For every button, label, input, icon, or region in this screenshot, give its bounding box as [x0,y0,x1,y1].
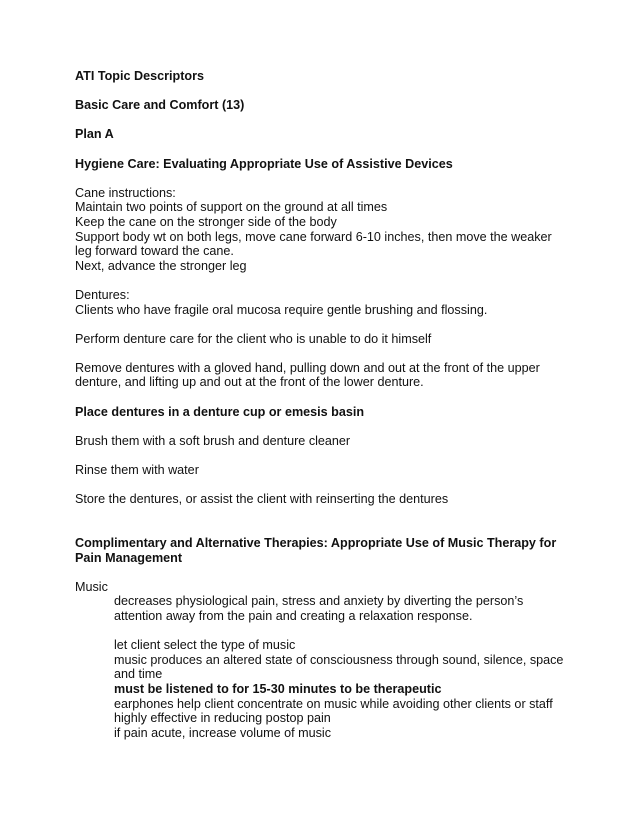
dentures-text: Perform denture care for the client who is unable to do it himself [75,331,432,346]
music-heading: Complimentary and Alternative Therapies: Appropriate Use of Music Therapy for Pain Management [75,536,557,565]
music-item: earphones help client concentrate on music while avoiding other clients or staff [114,696,553,711]
section-heading: Basic Care and Comfort (13) [75,98,245,113]
cane-line: Keep the cane on the stronger side of the body [75,214,337,229]
music-label: Music [75,579,108,594]
dentures-bold-text: Place dentures in a denture cup or emesis basin [75,404,365,419]
hygiene-heading: Hygiene Care: Evaluating Appropriate Use of Assistive Devices [75,156,453,171]
plan-heading: Plan A [75,127,114,142]
dentures-label: Dentures: [75,287,130,302]
dentures-text: Rinse them with water [75,463,199,478]
music-list [75,594,570,740]
music-item: music produces an altered state of consciousness through sound, silence, space and time [114,652,564,682]
music-item: decreases physiological pain, stress and anxiety by diverting the person’s attention away from the pain and creating a relaxation response. [114,594,524,623]
cane-line: Maintain two points of support on the ground at all times [75,200,388,215]
dentures-text: Brush them with a soft brush and denture cleaner [75,433,351,448]
dentures-text: Store the dentures, or assist the client with reinserting the dentures [75,492,449,507]
dentures-text: Remove dentures with a gloved hand, pulling down and out at the front of the upper denture, and lifting up and out at the front of the lower denture. [75,360,540,390]
music-item: if pain acute, increase volume of music [114,725,331,740]
music-bold-item: must be listened to for 15-30 minutes to be therapeutic [114,681,442,696]
music-item: let client select the type of music [114,638,296,653]
cane-line: Next, advance the stronger leg [75,258,247,273]
document-title: ATI Topic Descriptors [75,69,204,83]
dentures-text: Clients who have fragile oral mucosa require gentle brushing and flossing. [75,302,488,317]
music-item: highly effective in reducing postop pain [114,711,331,726]
cane-line: Support body wt on both legs, move cane forward 6-10 inches, then move the weaker leg forward toward the cane. [75,229,552,259]
cane-label: Cane instructions: [75,185,176,200]
document-page [75,69,570,740]
